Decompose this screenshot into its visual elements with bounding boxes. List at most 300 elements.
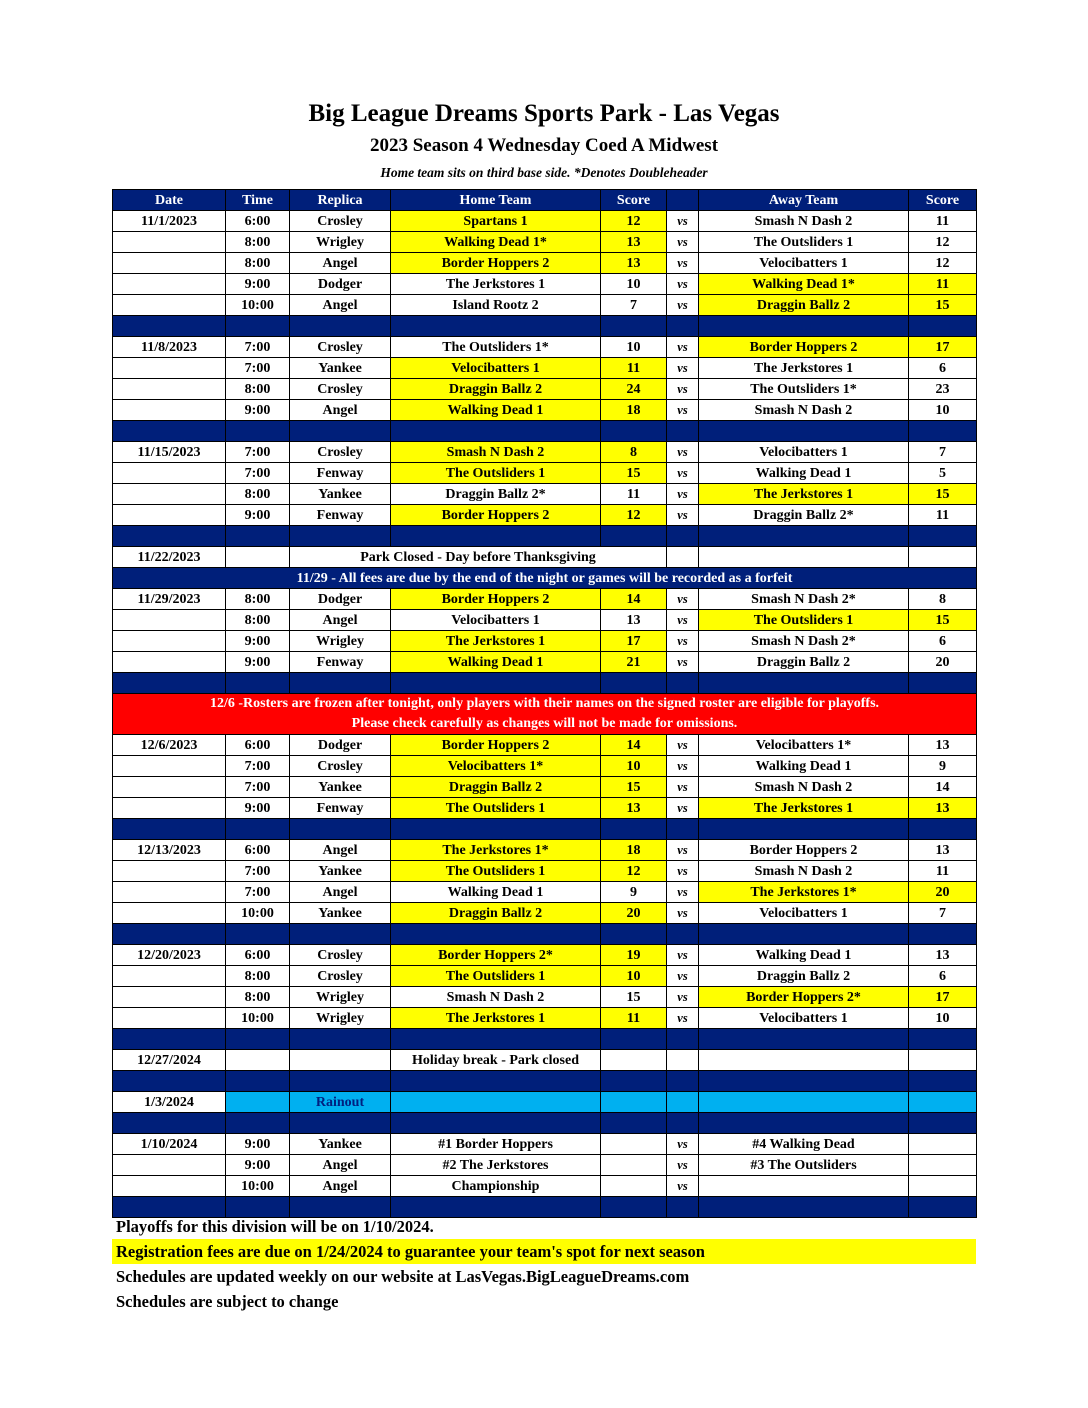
footer-line: Schedules are updated weekly on our website at LasVegas.BigLeagueDreams.com	[116, 1267, 690, 1286]
separator-cell	[601, 819, 667, 840]
away-team-cell: Walking Dead 1	[699, 756, 909, 777]
home-score-cell: 15	[601, 777, 667, 798]
footer-line: Playoffs for this division will be on 1/10/2024.	[116, 1217, 434, 1236]
home-score-cell: 18	[601, 840, 667, 861]
date-cell	[113, 400, 226, 421]
closed-text: Park Closed - Day before Thanksgiving	[290, 547, 667, 568]
home-score-cell: 14	[601, 589, 667, 610]
away-score-cell: 13	[909, 945, 977, 966]
roster-alert-line2: Please check carefully as changes will not be made for omissions.	[351, 716, 738, 731]
vs-cell: vs	[667, 840, 699, 861]
away-score-cell	[909, 1155, 977, 1176]
replica-cell: Angel	[290, 840, 391, 861]
vs-cell: vs	[667, 1176, 699, 1197]
separator-row	[113, 1029, 977, 1050]
schedule-note: Home team sits on third base side. *Denotes Doubleheader	[380, 165, 708, 180]
home-team-cell: Velocibatters 1*	[391, 756, 601, 777]
replica-cell: Angel	[290, 295, 391, 316]
date-cell	[113, 777, 226, 798]
vs-cell: vs	[667, 337, 699, 358]
col-replica-header: Replica	[290, 190, 391, 211]
replica-cell: Crosley	[290, 966, 391, 987]
time-cell: 9:00	[226, 652, 290, 673]
home-score-cell	[601, 1134, 667, 1155]
away-team-cell: Smash N Dash 2	[699, 211, 909, 232]
home-team-cell: Velocibatters 1	[391, 610, 601, 631]
game-row	[113, 987, 977, 1008]
separator-cell	[909, 421, 977, 442]
roster-alert	[113, 694, 977, 735]
away-score-cell: 11	[909, 274, 977, 295]
replica-cell: Crosley	[290, 945, 391, 966]
separator-cell	[699, 819, 909, 840]
date-cell	[113, 1008, 226, 1029]
time-cell: 8:00	[226, 379, 290, 400]
away-team-cell: Velocibatters 1	[699, 903, 909, 924]
separator-cell	[909, 673, 977, 694]
time-cell: 9:00	[226, 1134, 290, 1155]
home-team-cell: Walking Dead 1*	[391, 232, 601, 253]
separator-cell	[391, 819, 601, 840]
replica-cell: Yankee	[290, 903, 391, 924]
rainout-cell	[667, 1092, 699, 1113]
separator-cell	[113, 819, 226, 840]
time-cell: 7:00	[226, 442, 290, 463]
notice-row	[113, 568, 977, 589]
separator-cell	[226, 421, 290, 442]
date-cell	[113, 274, 226, 295]
home-team-cell: The Jerkstores 1	[391, 631, 601, 652]
vs-cell: vs	[667, 379, 699, 400]
vs-cell: vs	[667, 610, 699, 631]
separator-cell	[113, 526, 226, 547]
home-team-cell: Spartans 1	[391, 211, 601, 232]
home-team-cell: The Outsliders 1	[391, 861, 601, 882]
separator-cell	[290, 1029, 391, 1050]
away-score-cell: 11	[909, 505, 977, 526]
away-team-cell: Walking Dead 1	[699, 463, 909, 484]
away-team-cell: Draggin Ballz 2	[699, 295, 909, 316]
replica-cell: Yankee	[290, 861, 391, 882]
home-score-cell: 13	[601, 610, 667, 631]
vs-cell: vs	[667, 295, 699, 316]
away-team-cell: The Jerkstores 1*	[699, 882, 909, 903]
col-home-team-header: Home Team	[391, 190, 601, 211]
home-score-cell: 15	[601, 463, 667, 484]
separator-cell	[391, 924, 601, 945]
away-team-cell	[699, 547, 909, 568]
vs-cell: vs	[667, 882, 699, 903]
home-team-cell: Border Hoppers 2	[391, 253, 601, 274]
separator-cell	[699, 1113, 909, 1134]
holiday-row	[113, 1050, 977, 1071]
date-cell	[113, 903, 226, 924]
roster-alert-line1: 12/6 -Rosters are frozen after tonight, only players with their names on the signed roster are eligible for playoffs.	[209, 696, 880, 711]
time-cell: 6:00	[226, 840, 290, 861]
separator-cell	[601, 1029, 667, 1050]
away-team-cell: Draggin Ballz 2	[699, 652, 909, 673]
away-team-cell: Walking Dead 1*	[699, 274, 909, 295]
time-cell: 7:00	[226, 358, 290, 379]
rainout-text: Rainout	[290, 1092, 391, 1113]
replica-cell: Wrigley	[290, 987, 391, 1008]
separator-cell	[113, 1113, 226, 1134]
separator-cell	[667, 1113, 699, 1134]
home-score-cell: 18	[601, 400, 667, 421]
separator-cell	[113, 421, 226, 442]
home-score-cell: 12	[601, 211, 667, 232]
time-cell: 7:00	[226, 882, 290, 903]
rainout-cell	[699, 1092, 909, 1113]
separator-cell	[909, 1113, 977, 1134]
time-cell: 9:00	[226, 505, 290, 526]
separator-cell	[290, 1113, 391, 1134]
away-team-cell: Velocibatters 1*	[699, 735, 909, 756]
home-team-cell: The Outsliders 1	[391, 463, 601, 484]
away-team-cell: Walking Dead 1	[699, 945, 909, 966]
time-cell: 8:00	[226, 610, 290, 631]
date-cell	[113, 1155, 226, 1176]
separator-cell	[391, 1029, 601, 1050]
time-cell: 6:00	[226, 211, 290, 232]
footer-line: Schedules are subject to change	[116, 1292, 339, 1311]
away-score-cell: 15	[909, 610, 977, 631]
vs-cell: vs	[667, 1008, 699, 1029]
separator-cell	[290, 819, 391, 840]
replica-cell: Crosley	[290, 379, 391, 400]
home-team-cell: Walking Dead 1	[391, 400, 601, 421]
vs-cell: vs	[667, 589, 699, 610]
date-cell	[113, 756, 226, 777]
away-team-cell: The Outsliders 1	[699, 610, 909, 631]
time-cell: 8:00	[226, 589, 290, 610]
separator-cell	[601, 526, 667, 547]
time-cell: 7:00	[226, 756, 290, 777]
away-team-cell: #3 The Outsliders	[699, 1155, 909, 1176]
separator-cell	[909, 924, 977, 945]
page-title: Big League Dreams Sports Park - Las Vegas	[308, 100, 780, 127]
away-team-cell: Smash N Dash 2*	[699, 631, 909, 652]
separator-cell	[290, 526, 391, 547]
time-cell: 7:00	[226, 861, 290, 882]
separator-cell	[909, 316, 977, 337]
game-row	[113, 589, 977, 610]
date-cell	[113, 484, 226, 505]
time-cell: 6:00	[226, 735, 290, 756]
game-row	[113, 1155, 977, 1176]
date-cell: 11/8/2023	[113, 337, 226, 358]
time-cell: 10:00	[226, 1176, 290, 1197]
game-row	[113, 295, 977, 316]
vs-cell: vs	[667, 1155, 699, 1176]
away-team-cell: The Outsliders 1*	[699, 379, 909, 400]
replica-cell: Fenway	[290, 798, 391, 819]
home-team-cell: The Outsliders 1	[391, 966, 601, 987]
separator-cell	[113, 316, 226, 337]
separator-cell	[290, 924, 391, 945]
separator-cell	[601, 1071, 667, 1092]
home-score-cell: 10	[601, 274, 667, 295]
vs-cell: vs	[667, 400, 699, 421]
home-score-cell: 9	[601, 882, 667, 903]
away-score-cell: 23	[909, 379, 977, 400]
away-team-cell: Velocibatters 1	[699, 442, 909, 463]
game-row	[113, 966, 977, 987]
home-team-cell: Draggin Ballz 2	[391, 777, 601, 798]
home-score-cell	[601, 1050, 667, 1071]
away-team-cell: Velocibatters 1	[699, 1008, 909, 1029]
away-score-cell: 12	[909, 253, 977, 274]
separator-cell	[391, 316, 601, 337]
separator-cell	[667, 1071, 699, 1092]
replica-cell: Fenway	[290, 505, 391, 526]
away-score-cell: 15	[909, 484, 977, 505]
separator-row	[113, 421, 977, 442]
home-score-cell: 24	[601, 379, 667, 400]
date-cell: 12/20/2023	[113, 945, 226, 966]
game-row	[113, 756, 977, 777]
holiday-text: Holiday break - Park closed	[391, 1050, 601, 1071]
game-row	[113, 358, 977, 379]
home-team-cell: Walking Dead 1	[391, 882, 601, 903]
date-cell	[113, 987, 226, 1008]
separator-row	[113, 1071, 977, 1092]
vs-cell: vs	[667, 861, 699, 882]
vs-cell: vs	[667, 756, 699, 777]
home-team-cell: The Outsliders 1*	[391, 337, 601, 358]
away-score-cell: 8	[909, 589, 977, 610]
date-cell	[113, 463, 226, 484]
replica-cell: Angel	[290, 1176, 391, 1197]
home-team-cell: Championship	[391, 1176, 601, 1197]
replica-cell: Angel	[290, 882, 391, 903]
separator-cell	[113, 1071, 226, 1092]
separator-cell	[391, 1071, 601, 1092]
home-team-cell: Velocibatters 1	[391, 358, 601, 379]
home-score-cell: 10	[601, 966, 667, 987]
game-row	[113, 735, 977, 756]
separator-cell	[699, 924, 909, 945]
col-time-header: Time	[226, 190, 290, 211]
away-score-cell: 10	[909, 400, 977, 421]
away-team-cell	[699, 1176, 909, 1197]
date-cell	[113, 1176, 226, 1197]
home-score-cell	[601, 1155, 667, 1176]
separator-cell	[601, 316, 667, 337]
time-cell: 9:00	[226, 274, 290, 295]
home-team-cell: Border Hoppers 2*	[391, 945, 601, 966]
game-row	[113, 253, 977, 274]
vs-cell: vs	[667, 358, 699, 379]
vs-cell: vs	[667, 652, 699, 673]
vs-cell: vs	[667, 798, 699, 819]
separator-cell	[391, 673, 601, 694]
game-row	[113, 337, 977, 358]
separator-cell	[391, 421, 601, 442]
home-team-cell: Island Rootz 2	[391, 295, 601, 316]
home-team-cell: The Outsliders 1	[391, 798, 601, 819]
home-team-cell: Smash N Dash 2	[391, 442, 601, 463]
vs-cell: vs	[667, 631, 699, 652]
separator-row	[113, 526, 977, 547]
vs-cell: vs	[667, 463, 699, 484]
away-score-cell: 15	[909, 295, 977, 316]
separator-cell	[226, 1029, 290, 1050]
time-cell: 8:00	[226, 987, 290, 1008]
date-cell	[113, 610, 226, 631]
home-team-cell: Draggin Ballz 2*	[391, 484, 601, 505]
home-score-cell: 13	[601, 232, 667, 253]
vs-cell: vs	[667, 442, 699, 463]
vs-cell: vs	[667, 274, 699, 295]
away-score-cell	[909, 1134, 977, 1155]
away-score-cell: 6	[909, 966, 977, 987]
date-cell	[113, 232, 226, 253]
home-score-cell: 11	[601, 358, 667, 379]
away-team-cell: Draggin Ballz 2	[699, 966, 909, 987]
away-score-cell: 6	[909, 631, 977, 652]
roster-alert-row	[113, 694, 977, 735]
separator-cell	[909, 526, 977, 547]
separator-cell	[601, 421, 667, 442]
separator-cell	[699, 673, 909, 694]
date-cell	[113, 358, 226, 379]
game-row	[113, 945, 977, 966]
separator-cell	[699, 316, 909, 337]
away-score-cell: 10	[909, 1008, 977, 1029]
time-cell: 8:00	[226, 232, 290, 253]
separator-row	[113, 924, 977, 945]
header-row	[113, 190, 977, 211]
game-row	[113, 232, 977, 253]
vs-cell: vs	[667, 735, 699, 756]
rainout-row	[113, 1092, 977, 1113]
rainout-cell	[601, 1092, 667, 1113]
away-score-cell: 7	[909, 903, 977, 924]
col-home-score-header: Score	[601, 190, 667, 211]
col-vs-header	[667, 190, 699, 211]
vs-cell: vs	[667, 505, 699, 526]
time-cell: 7:00	[226, 337, 290, 358]
separator-cell	[113, 673, 226, 694]
away-score-cell: 5	[909, 463, 977, 484]
replica-cell: Crosley	[290, 756, 391, 777]
rainout-cell	[909, 1092, 977, 1113]
separator-cell	[601, 924, 667, 945]
home-team-cell: Draggin Ballz 2	[391, 379, 601, 400]
separator-cell	[290, 316, 391, 337]
away-team-cell: #4 Walking Dead	[699, 1134, 909, 1155]
away-team-cell: Smash N Dash 2*	[699, 589, 909, 610]
home-team-cell: Border Hoppers 2	[391, 505, 601, 526]
game-row	[113, 798, 977, 819]
vs-cell	[667, 1050, 699, 1071]
separator-cell	[226, 526, 290, 547]
time-cell: 8:00	[226, 253, 290, 274]
away-score-cell: 13	[909, 735, 977, 756]
closed-row	[113, 547, 977, 568]
game-row	[113, 211, 977, 232]
replica-cell: Angel	[290, 610, 391, 631]
separator-cell	[699, 1071, 909, 1092]
separator-cell	[226, 316, 290, 337]
replica-cell: Crosley	[290, 442, 391, 463]
schedule-table	[112, 189, 977, 1218]
notice-text: 11/29 - All fees are due by the end of the night or games will be recorded as a forfeit	[113, 568, 977, 589]
date-cell: 1/3/2024	[113, 1092, 226, 1113]
schedule-body	[113, 211, 977, 1218]
away-team-cell: The Jerkstores 1	[699, 358, 909, 379]
replica-cell: Yankee	[290, 484, 391, 505]
home-score-cell: 8	[601, 442, 667, 463]
away-score-cell: 20	[909, 652, 977, 673]
away-team-cell: Draggin Ballz 2*	[699, 505, 909, 526]
date-cell: 11/1/2023	[113, 211, 226, 232]
home-score-cell: 13	[601, 798, 667, 819]
separator-cell	[290, 421, 391, 442]
home-score-cell: 12	[601, 861, 667, 882]
separator-cell	[667, 1029, 699, 1050]
replica-cell: Wrigley	[290, 1008, 391, 1029]
away-score-cell: 7	[909, 442, 977, 463]
away-score-cell: 17	[909, 987, 977, 1008]
replica-cell: Angel	[290, 400, 391, 421]
home-score-cell: 11	[601, 1008, 667, 1029]
replica-cell: Crosley	[290, 211, 391, 232]
away-score-cell	[909, 1176, 977, 1197]
game-row	[113, 861, 977, 882]
date-cell: 12/13/2023	[113, 840, 226, 861]
home-score-cell: 17	[601, 631, 667, 652]
game-row	[113, 274, 977, 295]
away-score-cell: 9	[909, 756, 977, 777]
away-team-cell: The Jerkstores 1	[699, 484, 909, 505]
replica-cell: Crosley	[290, 337, 391, 358]
date-cell	[113, 505, 226, 526]
replica-cell: Fenway	[290, 463, 391, 484]
game-row	[113, 1008, 977, 1029]
game-row	[113, 652, 977, 673]
separator-cell	[909, 819, 977, 840]
replica-cell	[290, 1050, 391, 1071]
time-cell: 10:00	[226, 903, 290, 924]
date-cell	[113, 379, 226, 400]
time-cell: 6:00	[226, 945, 290, 966]
replica-cell: Wrigley	[290, 232, 391, 253]
separator-cell	[699, 421, 909, 442]
separator-cell	[226, 673, 290, 694]
away-score-cell	[909, 1050, 977, 1071]
away-score-cell: 11	[909, 211, 977, 232]
home-team-cell: Border Hoppers 2	[391, 735, 601, 756]
home-score-cell: 14	[601, 735, 667, 756]
separator-cell	[601, 1113, 667, 1134]
away-team-cell: Border Hoppers 2*	[699, 987, 909, 1008]
date-cell: 11/22/2023	[113, 547, 226, 568]
replica-cell: Dodger	[290, 735, 391, 756]
replica-cell: Angel	[290, 253, 391, 274]
time-cell: 10:00	[226, 295, 290, 316]
home-team-cell: #2 The Jerkstores	[391, 1155, 601, 1176]
game-row	[113, 484, 977, 505]
date-cell: 11/29/2023	[113, 589, 226, 610]
time-cell: 9:00	[226, 798, 290, 819]
separator-row	[113, 819, 977, 840]
home-team-cell: The Jerkstores 1	[391, 1008, 601, 1029]
date-cell: 11/15/2023	[113, 442, 226, 463]
home-team-cell: Draggin Ballz 2	[391, 903, 601, 924]
away-team-cell: The Jerkstores 1	[699, 798, 909, 819]
